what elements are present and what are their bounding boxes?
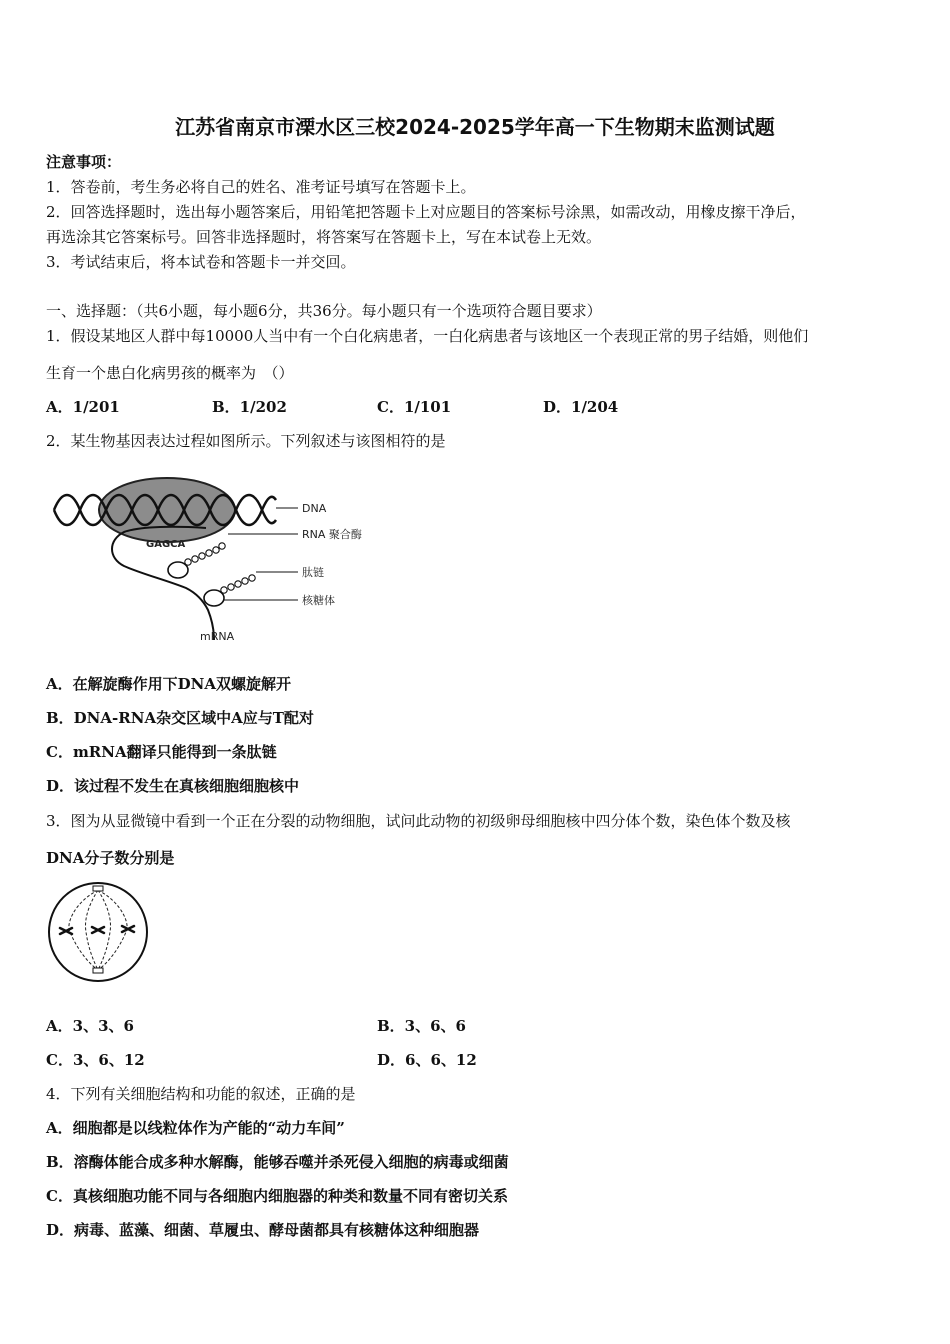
label-mrna: mRNA: [200, 630, 235, 643]
notice-item: 1．答卷前，考生务必将自己的姓名、准考证号填写在答题卡上。: [46, 178, 476, 196]
q1-option-b: B．1/202: [212, 398, 287, 416]
q3-option-c: C．3、6、12: [46, 1051, 145, 1069]
label-sequence: GAGCA: [146, 539, 186, 550]
question-3-text: DNA分子数分别是: [46, 849, 175, 867]
peptide-chain-1: [185, 543, 225, 565]
q2-option-b: B．DNA-RNA杂交区域中A应与T配对: [46, 709, 314, 727]
q4-option-a: A．细胞都是以线粒体作为产能的“动力车间”: [46, 1119, 345, 1137]
gene-expression-figure: [46, 470, 386, 645]
question-3-text: 3．图为从显微镜中看到一个正在分裂的动物细胞，试问此动物的初级卵母细胞核中四分体个数，染色体个数及核: [46, 812, 791, 830]
exam-title: 江苏省南京市溧水区三校2024-2025学年高一下生物期末监测试题: [175, 115, 775, 139]
q4-option-b: B．溶酶体能合成多种水解酶，能够吞噬并杀死侵入细胞的病毒或细菌: [46, 1153, 509, 1171]
question-2-text: 2．某生物基因表达过程如图所示。下列叙述与该图相符的是: [46, 432, 446, 450]
dividing-cell-figure: [44, 880, 154, 985]
section-heading: 一、选择题：（共6小题，每小题6分，共36分。每小题只有一个选项符合题目要求）: [46, 302, 602, 320]
rna-polymerase-shape: [99, 478, 235, 542]
question-1-text: 1．假设某地区人群中每10000人当中有一个白化病患者，一白化病患者与该地区一个表现正常的男子结婚，则他们: [46, 327, 809, 345]
q1-option-d: D．1/204: [543, 398, 619, 416]
notice-item: 3．考试结束后，将本试卷和答题卡一并交回。: [46, 253, 356, 271]
label-ribosome: 核糖体: [302, 594, 335, 607]
q2-option-a: A．在解旋酶作用下DNA双螺旋解开: [46, 675, 291, 693]
centriole-top: [93, 886, 103, 891]
q3-option-b: B．3、6、6: [377, 1017, 466, 1035]
notice-item: 2．回答选择题时，选出每小题答案后，用铅笔把答题卡上对应题目的答案标号涂黑，如需改动，用橡皮擦干净后，: [46, 203, 806, 221]
q1-option-a: A．1/201: [46, 398, 120, 416]
ribosome-1: [168, 562, 188, 578]
notice-item: 再选涂其它答案标号。回答非选择题时，将答案写在答题卡上，写在本试卷上无效。: [46, 228, 602, 246]
label-rna-polymerase: RNA 聚合酶: [302, 528, 362, 541]
q4-option-d: D．病毒、蓝藻、细菌、草履虫、酵母菌都具有核糖体这种细胞器: [46, 1221, 480, 1239]
q3-option-d: D．6、6、12: [377, 1051, 477, 1069]
q2-option-d: D．该过程不发生在真核细胞细胞核中: [46, 777, 300, 795]
ribosome-2: [204, 590, 224, 606]
label-peptide: 肽链: [302, 566, 324, 579]
q2-option-c: C．mRNA翻译只能得到一条肽链: [46, 743, 277, 761]
peptide-chain-2: [221, 575, 255, 593]
q1-option-c: C．1/101: [377, 398, 452, 416]
centriole-bottom: [93, 968, 103, 973]
question-1-text: 生育一个患白化病男孩的概率为 （）: [46, 364, 294, 382]
label-dna: DNA: [302, 502, 327, 515]
q4-option-c: C．真核细胞功能不同与各细胞内细胞器的种类和数量不同有密切关系: [46, 1187, 508, 1205]
q3-option-a: A．3、3、6: [46, 1017, 134, 1035]
notice-heading: 注意事项：: [46, 153, 122, 171]
question-4-text: 4．下列有关细胞结构和功能的叙述，正确的是: [46, 1085, 356, 1103]
